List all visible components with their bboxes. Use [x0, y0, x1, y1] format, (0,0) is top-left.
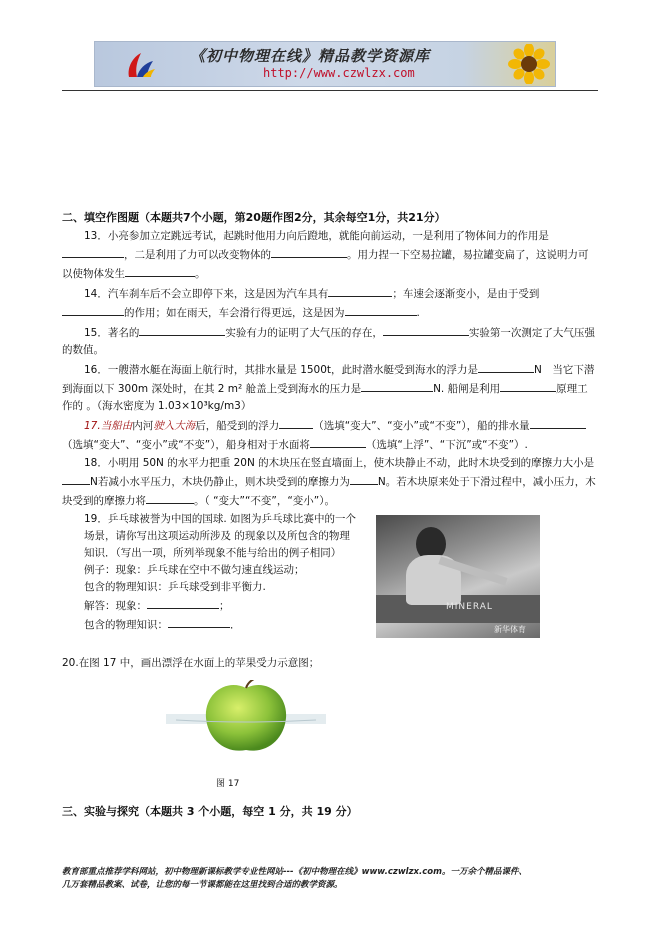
answer-blank[interactable] — [530, 416, 586, 429]
question-14: 14．汽车刹车后不会立即停下来，这是因为汽车具有 ；车速会逐渐变小，是由于受到的作用；如在雨天，车会滑行得更远，这是因为 . — [62, 284, 598, 322]
section2-heading: 二、填空作图题（本题共7个小题，第20题作图2分，其余每空1分，共21分） — [62, 211, 446, 224]
exam-content — [62, 209, 598, 822]
photo-watermark: MINERAL — [446, 602, 493, 612]
answer-blank[interactable] — [62, 472, 90, 485]
answer-blank[interactable] — [271, 245, 347, 258]
answer-blank[interactable] — [125, 264, 195, 277]
figure-label: 图 17 — [216, 779, 240, 789]
answer-blank[interactable] — [279, 416, 313, 429]
header-banner — [94, 41, 556, 87]
banner-url[interactable]: http://www.czwlzx.com — [263, 66, 415, 80]
answer-blank[interactable] — [345, 303, 417, 316]
answer-blank[interactable] — [139, 323, 225, 336]
apple-figure — [166, 680, 326, 760]
header-rule — [62, 90, 598, 91]
question-15: 15．著名的 实验有力的证明了大气压的存在， 实验第一次测定了大气压强的数值。 — [62, 323, 598, 359]
question-13: 13．小亮参加立定跳远考试，起跳时他用力向后蹬地，就能向前运动，一是利用了物体间力的作用是，二是利用了力可以改变物体的 。用力捏一下空易拉罐，易拉罐变扁了，这说明力可以使物体发生 。 — [62, 230, 589, 280]
answer-blank[interactable] — [168, 615, 230, 628]
logo-icon — [123, 49, 157, 81]
question-20: 20.在图 17 中，画出漂浮在水面上的苹果受力示意图； — [62, 657, 320, 669]
question-19: 19．乒乓球被誉为中国的国球. 如图为乒乓球比赛中的一个 场景，请你写出这项运动所涉及 的现象以及所包含的物理 知识．（写出一项，所列举现象不能与给出的例子相同） 例子：现象：乒乓球在空中不做匀速直线运动； 包含的物理知识：乒乓球受到非平衡力. 解答：现象： ； 包含的物理知识： ． MINERAL 新华体育 — [62, 511, 598, 641]
question-16: 16．一艘潜水艇在海面上航行时，其排水量是 1500t，此时潜水艇受到海水的浮力是 N 当它下潜到海面以下 300m 深处时，在其 2 m² 舱盖上受到海水的压力是 N. 船闸是利用 原理工作的 。（海水密度为 1.03×10³kg/m3） — [62, 360, 598, 415]
banner-title: 《初中物理在线》精品教学资源库 — [190, 47, 431, 65]
sunflower-icon — [507, 44, 551, 84]
answer-blank[interactable] — [146, 491, 194, 504]
answer-blank[interactable] — [383, 323, 469, 336]
answer-blank[interactable] — [147, 596, 219, 609]
table-tennis-photo — [376, 515, 540, 638]
question-18: 18．小明用 50N 的水平力把重 20N 的木块压在竖直墙面上，使木块静止不动，此时木块受到的摩擦力大小是N若减小水平压力，木块仍静止，则木块受到的摩擦力为 N。若木块原来处于下滑过程中，减小压力，木块受到的摩擦力将 。（ “变大”“不变”，“变小”）。 — [62, 457, 596, 507]
section3-heading: 三、实验与探究（本题共 3 个小题，每空 1 分，共 19 分） — [62, 805, 358, 818]
answer-blank[interactable] — [328, 284, 392, 297]
question-17: 17.当船由内河驶入大海后，船受到的浮力 （选填“变大”、“变小”或“不变”），船的排水量（选填“变大”、“变小”或“不变”），船身相对于水面将 （选填“上浮”、“下沉”或“不变”）. — [62, 416, 598, 454]
photo-mark: 新华体育 — [494, 625, 526, 634]
answer-blank[interactable] — [310, 435, 366, 448]
answer-blank[interactable] — [361, 379, 433, 392]
answer-blank[interactable] — [478, 360, 534, 373]
footer: 教育部重点推荐学科网站，初中物理新课标教学专业性网站---《初中物理在线》www.czwlzx.com。一万余个精品课件、 几万套精品教案、试卷，让您的每一节课都能在这里找到合适的教学资源。 — [62, 867, 527, 890]
answer-blank[interactable] — [350, 472, 378, 485]
answer-blank[interactable] — [62, 245, 124, 258]
answer-blank[interactable] — [500, 379, 556, 392]
answer-blank[interactable] — [62, 303, 124, 316]
